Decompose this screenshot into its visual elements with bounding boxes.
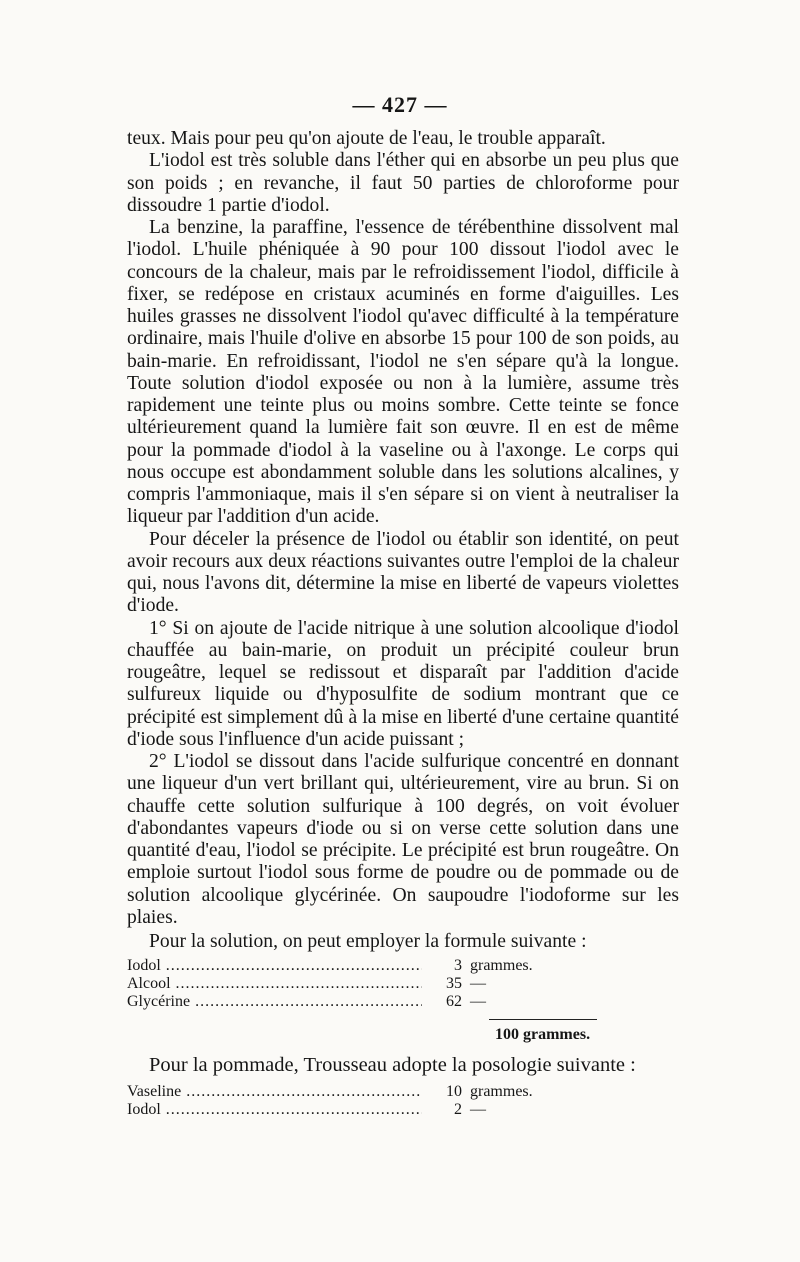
solution-recipe [127, 957, 679, 1044]
paragraph: 2° L'iodol se dissout dans l'acide sulfurique concentré en donnant une liqueur d'un vert brillant qui, ultérieurement, vire au brun. Si on chauffe cette solution sulfurique à 100 degrés, on voit évoluer d'abondantes vapeurs d'iode ou si on verse cette solution dans une quantité d'eau, l'iodol se précipite. Le précipité est brun rougeâtre. On emploie surtout l'iodol sous forme de poudre ou de pommade ou de solution alcoolique glycérinée. On saupoudre l'iodoforme sur les plaies. [127, 751, 679, 928]
ingredient-unit: grammes. [470, 957, 533, 975]
pommade-intro: Pour la pommade, Trousseau adopte la posologie suivante : [149, 1054, 636, 1077]
ingredient-unit: — [470, 975, 486, 993]
recipe-row [127, 993, 679, 1011]
ingredient-name: Glycérine ..... [127, 993, 422, 1011]
body-text [127, 128, 679, 1119]
total-rule [489, 1019, 597, 1020]
pommade-recipe [127, 1083, 679, 1119]
ingredient-name: Iodol ..... [127, 957, 422, 975]
ingredient-unit: grammes. [470, 1082, 533, 1100]
paragraph: Pour déceler la présence de l'iodol ou établir son identité, on peut avoir recours aux deux réactions suivantes outre l'emploi de la chaleur qui, nous l'avons dit, détermine la mise en liberté de vapeurs violettes d'iode. [127, 528, 679, 617]
recipe-row [127, 975, 679, 993]
paragraph: 1° Si on ajoute de l'acide nitrique à une solution alcoolique d'iodol chauffée au bain-marie, on produit un précipité couleur brun rougeâtre, lequel se redissout et disparaît par l'addition d'acide sulfureux liquide ou d'hyposulfite de sodium montrant que ce précipité est simplement dû à la mise en liberté d'une certaine quantité d'iode sous l'influence d'un acide puissant ; [127, 617, 679, 750]
ingredient-quantity: 2 [454, 1100, 462, 1118]
recipe-row [127, 1083, 679, 1101]
ingredient-name: Vaseline ..... [127, 1083, 422, 1101]
ingredient-quantity: 10 [446, 1082, 462, 1100]
page-number: — 427 — [352, 92, 448, 117]
ingredient-quantity: 35 [446, 975, 462, 993]
ingredient-name: Alcool ..... [127, 975, 422, 993]
ingredient-quantity: 3 [454, 957, 462, 975]
recipe-row [127, 957, 679, 975]
ingredient-unit: — [470, 1100, 486, 1118]
ingredient-name: Iodol ..... [127, 1101, 422, 1119]
recipe-row [127, 1101, 679, 1119]
recipe-total: 100 grammes. [495, 1026, 591, 1044]
ingredient-quantity: 62 [446, 993, 462, 1011]
paragraph: La benzine, la paraffine, l'essence de térébenthine dissolvent mal l'iodol. L'huile phéniquée à 90 pour 100 dissout l'iodol avec le concours de la chaleur, mais par le refroidissement l'iodol, difficile à fixer, se redépose en cristaux acuminés en forme d'aiguilles. Les huiles grasses ne dissolvent l'iodol qu'avec difficulté à la température ordinaire, mais l'huile d'olive en absorbe 15 pour 100 de son poids, au bain-marie. En refroidissant, l'iodol ne s'en sépare qu'à la longue. Toute solution d'iodol exposée ou non à la lumière, assume très rapidement une teinte plus ou moins sombre. Cette teinte se fonce ultérieurement quand la lumière fait son œuvre. Il en est de même pour la pommade d'iodol à la vaseline ou à l'axonge. Le corps qui nous occupe est abondamment soluble dans les solutions alcalines, y compris l'ammoniaque, mais il s'en sépare si on vient à neutraliser la liqueur par l'addition d'un acide. [127, 217, 679, 528]
paragraph: L'iodol est très soluble dans l'éther qui en absorbe un peu plus que son poids ; en revanche, il faut 50 parties de chloroforme pour dissoudre 1 partie d'iodol. [127, 150, 679, 216]
paragraph: teux. Mais pour peu qu'on ajoute de l'eau, le trouble apparaît. [127, 128, 606, 149]
ingredient-unit: — [470, 993, 486, 1011]
solution-intro: Pour la solution, on peut employer la formule suivante : [149, 931, 587, 952]
